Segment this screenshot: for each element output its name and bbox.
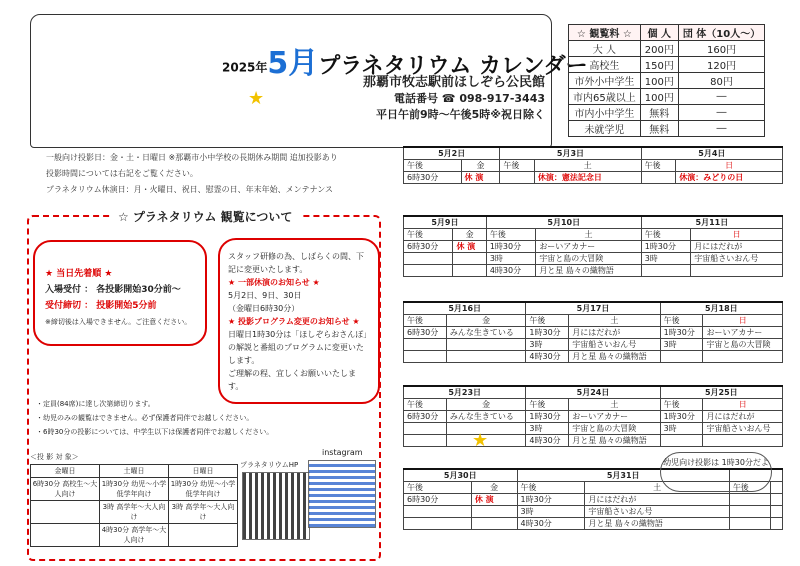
- calendar-week: 5月30日 5月31日 午後 金 午後 土 午後 6時30分 休 演 1時30分 月にはだれが 3時 宇宙船さいおん号 4時30分 月と星 島々の織物語: [403, 468, 783, 530]
- price-table: [568, 24, 765, 137]
- about-heading: ☆ プラネタリウム 観覧について: [110, 208, 300, 225]
- table-row: 3時 宇宙と島の大冒険 3時 宇宙船さいおん号: [404, 423, 783, 435]
- table-row: 6時30分 みんな生きている 1時30分 おーいアカナー 1時30分 月にはだれが: [404, 411, 783, 423]
- hours: 平日午前9時〜午後5時※祝日除く: [375, 108, 545, 121]
- speech-bubble: 幼児向け投影は 1時30分だよ: [660, 452, 772, 492]
- table-row: 3時 宇宙船さいおん号: [404, 506, 783, 518]
- table-row: 市内小中学生 無料 ―: [569, 105, 765, 121]
- table-row: 3時 宇宙船さいおん号 3時 宇宙と島の大冒険: [404, 339, 783, 351]
- instagram-qr-code[interactable]: [308, 460, 376, 528]
- hp-label: プラネタリウムHP: [240, 461, 299, 469]
- calendar-week: 5月16日 5月17日 5月18日 午後 金 午後 土 午後 日 6時30分 みんな生きている 1時30分 月にはだれが 1時30分 おーいアカナー 3時 宇宙船さいおん号 3時 宇宙と島の大冒険 4時30分 月と星 島々の織物語: [403, 301, 783, 363]
- table-row: 市外小中学生 100円 80円: [569, 73, 765, 89]
- price-head: 団 体（10人〜）: [678, 25, 764, 41]
- table-row: 4時30分 月と星 島々の織物語: [404, 518, 783, 530]
- star-icon: ★: [472, 430, 489, 451]
- general-notes: 一般向け投影日：金・土・日曜日 ※那覇市小中学校の長期休み期間 追加投影あり 投影時間については右記をご覧ください。 プラネタリウム休演日：月・火曜日、祝日、慰霊の日、年末年始、メンテナンス: [46, 153, 338, 194]
- instagram-label: instagram: [322, 448, 363, 457]
- table-row: 6時30分 休 演 1時30分 月にはだれが: [404, 494, 783, 506]
- table-row: 6時30分 休 演 休演：憲法記念日 休演：みどりの日: [404, 172, 783, 184]
- facility-name: 那覇市牧志駅前ほしぞら公民館: [362, 75, 545, 90]
- price-head: ☆ 観覧料 ☆: [569, 25, 641, 41]
- table-row: 6時30分 休 演 1時30分 おーいアカナー 1時30分 月にはだれが: [404, 241, 783, 253]
- page-title: 2025年5月プラネタリウム カレンダー: [222, 46, 588, 81]
- lower-notes: ・定員(84席)に達し次第締切ります。 ・幼児のみの観覧はできません。必ず保護者同伴でお越しください。 ・6時30分の投影については、中学生以下は保護者同伴でお越しください。: [36, 400, 274, 436]
- facility-info: [355, 75, 545, 123]
- table-row: 4時30分 月と星 島々の織物語: [404, 435, 783, 447]
- table-row: 未就学児 無料 ―: [569, 121, 765, 137]
- table-row: 市内65歳以上 100円 ―: [569, 89, 765, 105]
- table-row: 6時30分 みんな生きている 1時30分 月にはだれが 1時30分 おーいアカナー: [404, 327, 783, 339]
- phone: 電話番号 ☎ 098-917-3443: [393, 92, 545, 105]
- table-row: 4時30分 月と星 島々の織物語: [404, 265, 783, 277]
- notice-box: スタッフ研修の為、しばらくの間、下記に変更いたします。 ★ 一部休演のお知らせ ★ 5月2日、9日、30日 （金曜日6時30分） ★ 投影プログラム変更のお知らせ ★ 日曜日1時30分は「ほしぞらおさんぽ」の解説と番組のプログラムに変更いたします。 ご理解の程、宜しくお願いいたします。: [218, 238, 380, 404]
- target-audience: ＜投 影 対 象＞ 金曜日 土曜日 日曜日 6時30分 高校生〜大人向け 1時30分 幼児〜小学低学年向け 1時30分 幼児〜小学低学年向け 3時 高学年〜大人向け 3時 高学年〜大人向け 4時30分 高学年〜大人向け: [30, 452, 238, 547]
- entry-box: ★ 当日先着順 ★ 入場受付 ： 各投影開始30分前〜 受付締切 ： 投影開始5分前 ※締切後は入場できません。ご注意ください。: [33, 240, 207, 346]
- hp-qr-code[interactable]: [242, 472, 310, 540]
- table-row: 3時 宇宙と島の大冒険 3時 宇宙船さいおん号: [404, 253, 783, 265]
- price-head: 個 人: [640, 25, 678, 41]
- calendar-week: 5月23日 5月24日 5月25日 午後 金 午後 土 午後 日 6時30分 みんな生きている 1時30分 おーいアカナー 1時30分 月にはだれが 3時 宇宙と島の大冒険 3時 宇宙船さいおん号 4時30分 月と星 島々の織物語: [403, 385, 783, 447]
- table-row: 大 人 200円 160円: [569, 41, 765, 57]
- calendar-week: 5月2日 5月3日 5月4日 午後 金 午後 土 午後 日 6時30分 休 演 休演：憲法記念日 休演：みどりの日: [403, 146, 783, 184]
- table-row: 高校生 150円 120円: [569, 57, 765, 73]
- star-icon: ★: [248, 88, 265, 109]
- calendar-week: 5月9日 5月10日 5月11日 午後 金 午後 土 午後 日 6時30分 休 演 1時30分 おーいアカナー 1時30分 月にはだれが 3時 宇宙と島の大冒険 3時 宇宙船さいおん号 4時30分 月と星 島々の織物語: [403, 215, 783, 277]
- table-row: 4時30分 月と星 島々の織物語: [404, 351, 783, 363]
